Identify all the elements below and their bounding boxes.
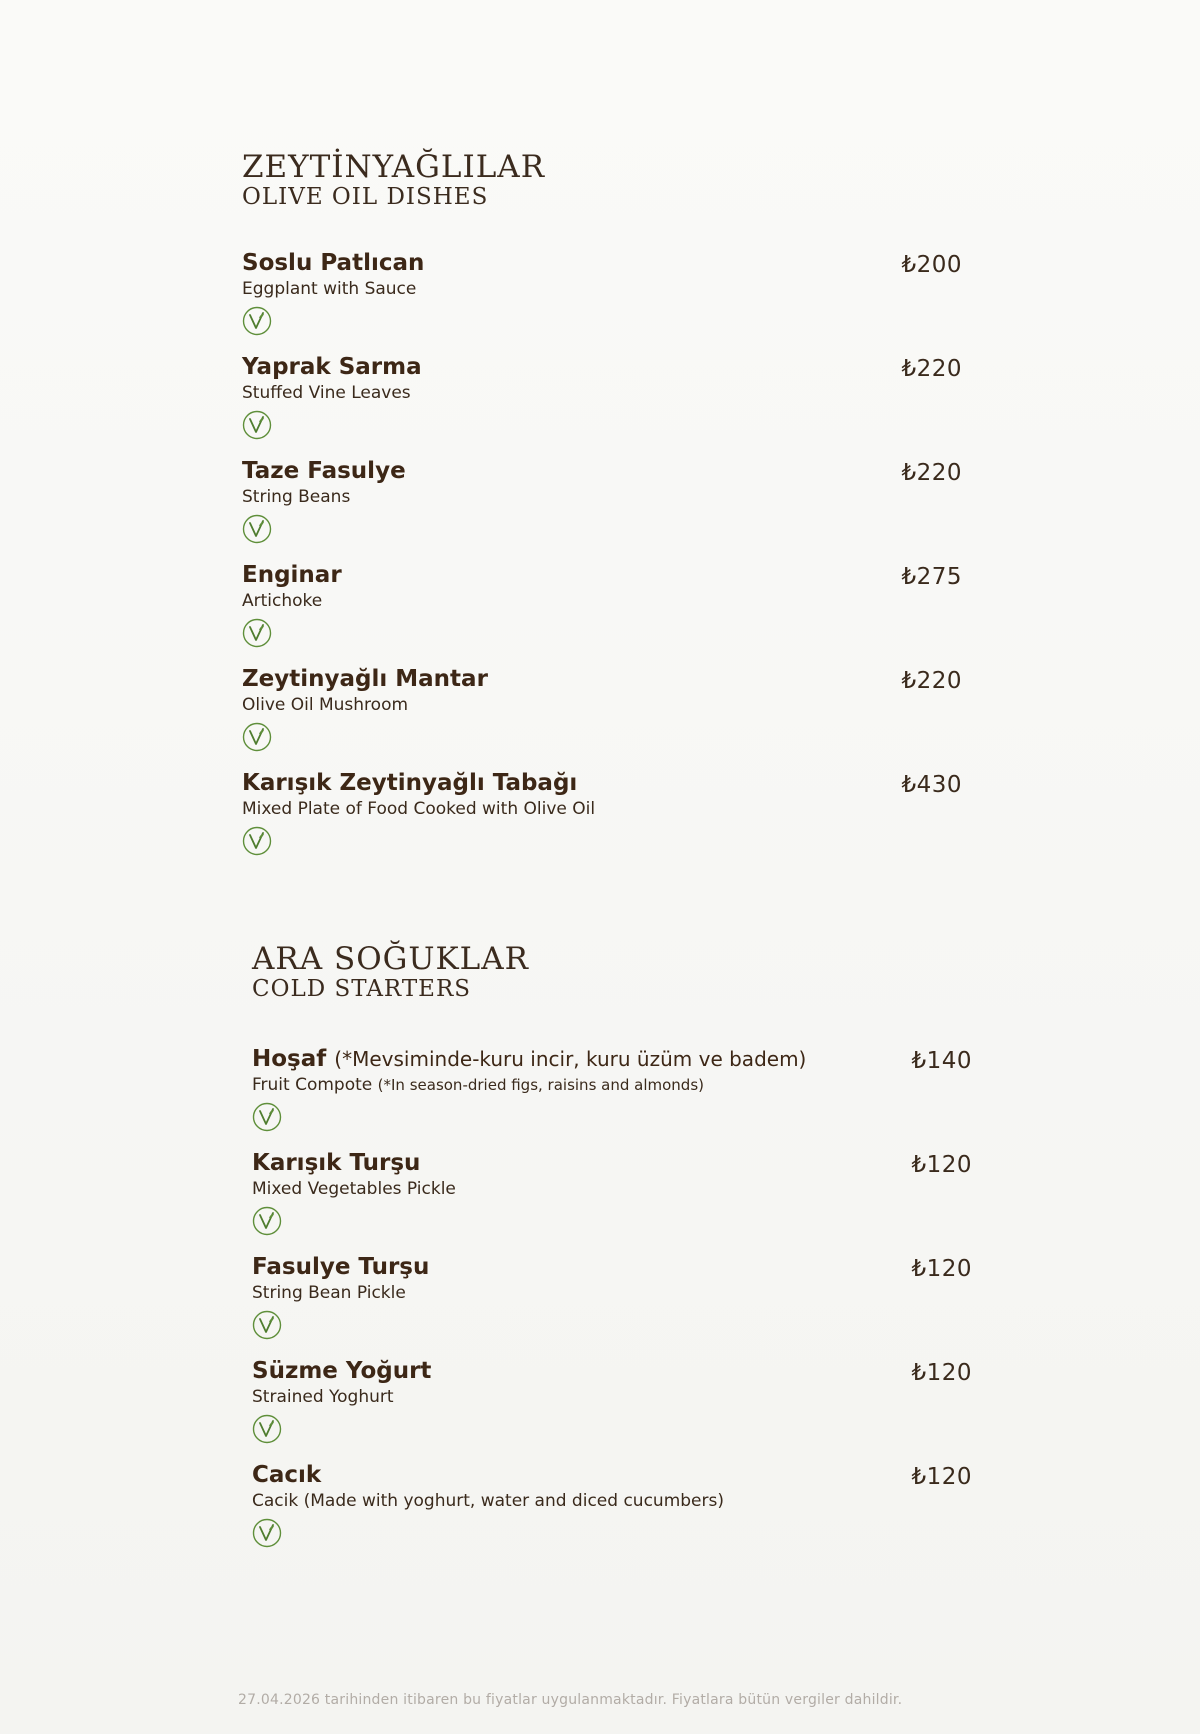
menu-item [242,250,962,354]
item-price: ₺120 [911,1152,972,1178]
vegan-leaf-icon [242,514,272,544]
item-name: Karışık Zeytinyağlı Tabağı [242,770,578,796]
vegan-leaf-icon [242,826,272,856]
item-price: ₺200 [901,252,962,278]
item-description: Olive Oil Mushroom [242,695,409,715]
menu-item [242,666,962,770]
item-name: Soslu Patlıcan [242,250,425,276]
item-description: Mixed Vegetables Pickle [252,1179,456,1199]
section-subtitle: OLIVE OIL DISHES [242,184,489,210]
item-price: ₺120 [911,1360,972,1386]
item-name: Cacık [252,1462,322,1488]
item-price: ₺220 [901,356,962,382]
item-name: Taze Fasulye [242,458,406,484]
item-price: ₺120 [911,1256,972,1282]
item-name-note: (*Mevsiminde-kuru incir, kuru üzüm ve badem) [334,1047,807,1071]
menu-item [242,458,962,562]
menu-item [242,562,962,666]
item-description: Stuffed Vine Leaves [242,383,411,403]
item-description [252,1074,972,1096]
item-name [252,1046,972,1073]
menu-item [252,1046,972,1150]
vegan-leaf-icon [252,1310,282,1340]
item-price: ₺120 [911,1464,972,1490]
vegan-leaf-icon [242,722,272,752]
section-title: ZEYTİNYAĞLILAR [242,149,546,185]
vegan-leaf-icon [252,1518,282,1548]
item-description-text: Fruit Compote [252,1075,373,1095]
item-description: Strained Yoghurt [252,1387,394,1407]
item-name: Fasulye Turşu [252,1254,430,1280]
item-price: ₺220 [901,668,962,694]
item-description: String Bean Pickle [252,1283,406,1303]
menu-item [242,770,962,874]
item-name: Süzme Yoğurt [252,1358,432,1384]
item-price: ₺140 [911,1048,972,1074]
vegan-leaf-icon [242,410,272,440]
section-olive-oil-dishes [242,149,962,819]
menu-item [252,1462,972,1566]
menu-item [242,354,962,458]
item-price: ₺275 [901,564,962,590]
item-description: Cacik (Made with yoghurt, water and diced cucumbers) [252,1491,724,1511]
vegan-leaf-icon [242,618,272,648]
vegan-leaf-icon [252,1102,282,1132]
section-subtitle: COLD STARTERS [252,976,472,1002]
item-price: ₺430 [901,772,962,798]
item-name: Zeytinyağlı Mantar [242,666,488,692]
menu-item [252,1254,972,1358]
item-description: Mixed Plate of Food Cooked with Olive Oil [242,799,596,819]
item-name-text: Hoşaf [252,1046,327,1072]
menu-items [242,250,962,874]
item-description-note: (*In season-dried figs, raisins and almonds) [377,1076,704,1094]
item-name: Karışık Turşu [252,1150,421,1176]
menu-items [252,1046,972,1566]
vegan-leaf-icon [252,1414,282,1444]
item-description: Eggplant with Sauce [242,279,417,299]
item-price: ₺220 [901,460,962,486]
vegan-leaf-icon [252,1206,282,1236]
menu-item [252,1358,972,1462]
item-description: String Beans [242,487,351,507]
item-description: Artichoke [242,591,323,611]
section-cold-starters [252,941,972,1511]
section-title: ARA SOĞUKLAR [252,941,529,977]
price-notice-footer: 27.04.2026 tarihinden itibaren bu fiyatlar uygulanmaktadır. Fiyatlara bütün vergiler dahildir. [238,1692,903,1708]
item-name: Yaprak Sarma [242,354,422,380]
item-name: Enginar [242,562,342,588]
menu-item [252,1150,972,1254]
vegan-leaf-icon [242,306,272,336]
